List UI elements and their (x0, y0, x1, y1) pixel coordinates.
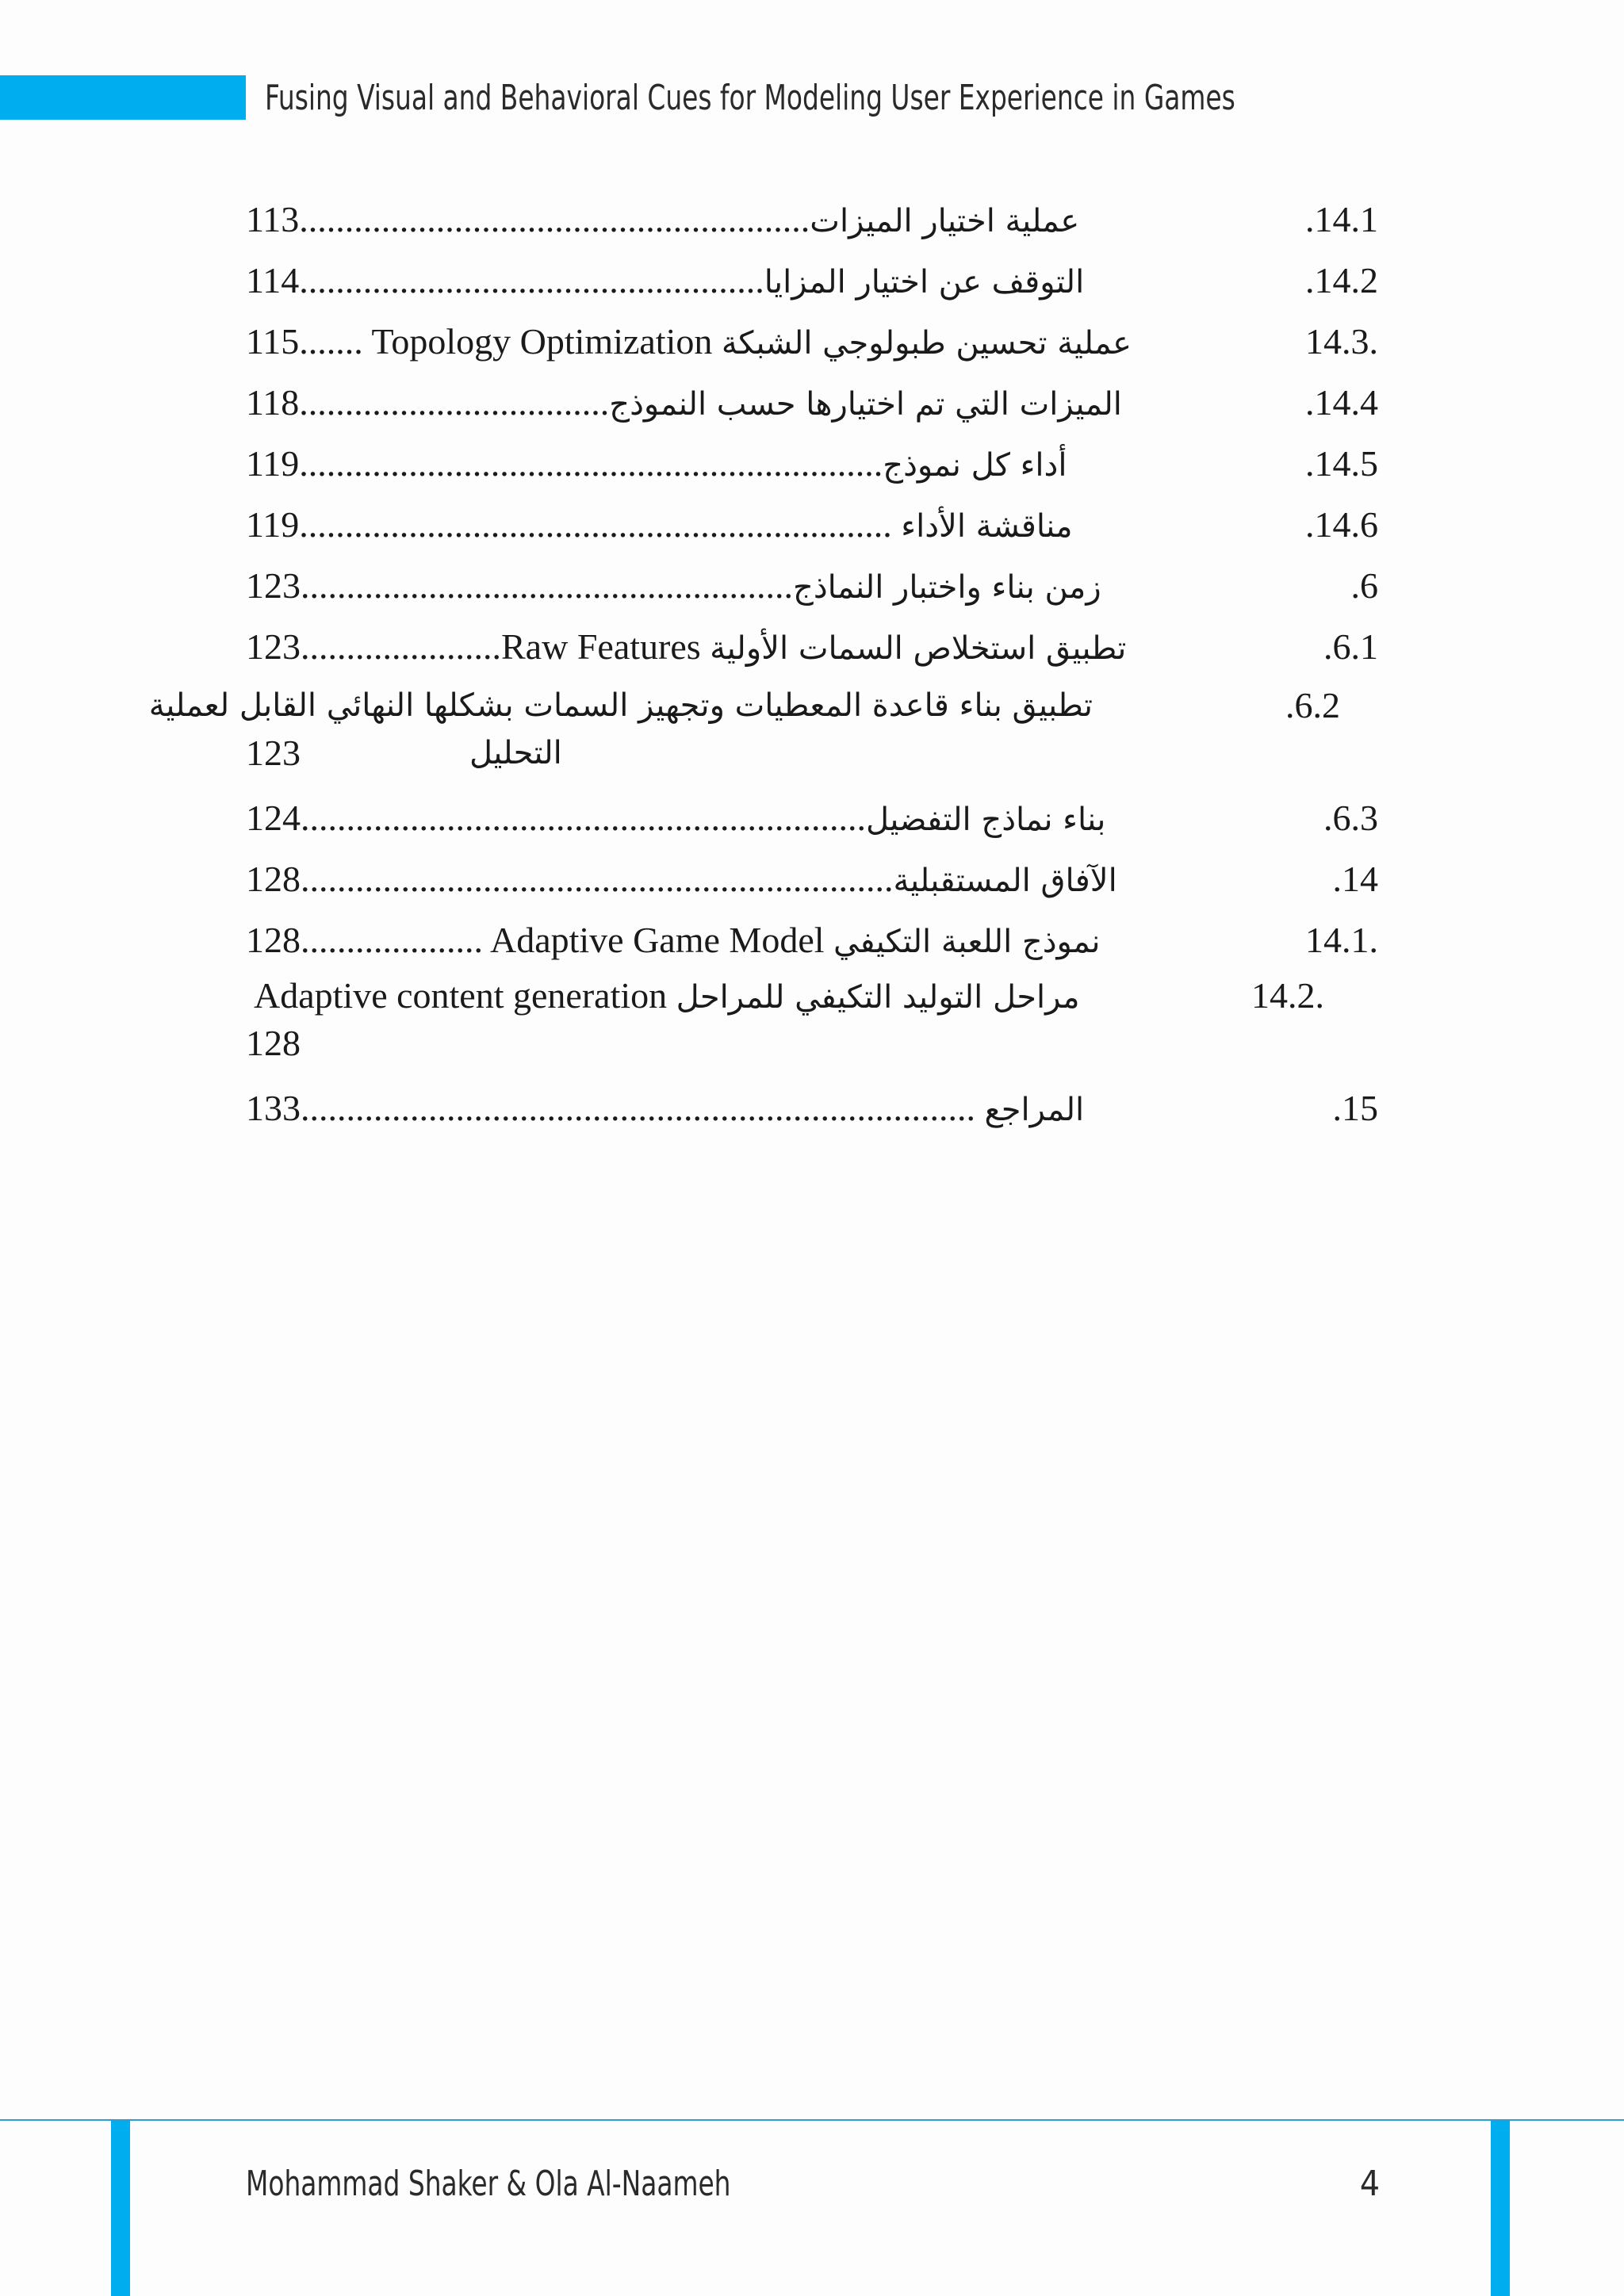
toc-page: 119 (246, 443, 300, 484)
toc-title-ar: أداء كل نموذج (883, 447, 1067, 484)
toc-leader: ................................................................ (299, 443, 883, 484)
footer-authors: Mohammad Shaker & Ola Al-Naameh (246, 2164, 731, 2204)
toc-title-en: Raw Features (501, 626, 701, 667)
toc-page: 115 (246, 321, 300, 362)
toc-entry-body (246, 311, 1132, 374)
toc-title-ar: بناء نماذج التفضيل (866, 802, 1106, 838)
toc-entry-body (246, 433, 1067, 496)
toc-page: 133 (246, 1088, 301, 1128)
toc-leader: .......................................................................... (301, 1088, 975, 1128)
toc-number: 14.3. (1305, 321, 1378, 362)
toc-page: 119 (246, 504, 300, 545)
toc-leader: .................... (301, 920, 483, 960)
toc-entry[interactable] (0, 972, 1624, 1067)
toc-title-ar: مراحل التوليد التكيفي للمراحل (676, 979, 1080, 1016)
toc-number: .6.3 (1323, 798, 1378, 838)
toc-page: 128 (246, 1023, 301, 1063)
toc-leader: ................................................... (299, 260, 764, 300)
toc-entry-body (246, 250, 1084, 313)
toc-number: .14.4 (1305, 382, 1378, 423)
toc-leader: .................................. (299, 382, 610, 423)
toc-title-ar: الآفاق المستقبلية (893, 863, 1117, 899)
toc-title-ar: تطبيق استخلاص السمات الأولية (710, 630, 1127, 667)
toc-leader: ................................................................. (301, 859, 894, 899)
toc-leader: ................................................................. (299, 504, 892, 545)
toc-number: .14.5 (1305, 443, 1378, 484)
toc-entry[interactable] (0, 189, 1624, 250)
toc-entry-body (254, 972, 1080, 1021)
footer-rule (0, 2119, 1624, 2121)
toc-entry-body (246, 909, 1100, 973)
toc-entry[interactable] (0, 494, 1624, 555)
toc-entry[interactable] (0, 555, 1624, 616)
toc-page: 113 (246, 199, 300, 239)
toc-title-ar: التوقف عن اختيار المزايا (764, 264, 1085, 300)
toc-page: 123 (246, 733, 301, 773)
toc-number: .14.2 (1305, 260, 1378, 300)
toc-title-ar: مناقشة الأداء (901, 508, 1073, 545)
toc-entry[interactable] (0, 787, 1624, 848)
toc-number: .15 (1332, 1088, 1378, 1128)
toc-number: .6.1 (1323, 626, 1378, 667)
toc-number: .6.2 (1285, 685, 1340, 725)
toc-leader: ...................................................... (301, 565, 793, 606)
toc-number: 14.1. (1305, 920, 1378, 960)
toc-page: 128 (246, 920, 301, 960)
header-accent-bar (0, 75, 246, 120)
toc-entry-body (246, 372, 1122, 435)
toc-number: .14.6 (1305, 504, 1378, 545)
toc-page: 118 (246, 382, 300, 423)
toc-title-ar: نموذج اللعبة التكيفي (833, 924, 1101, 960)
toc-title-ar: المراجع (984, 1092, 1085, 1128)
toc-page: 123 (246, 626, 301, 667)
toc-leader: ....... (299, 321, 363, 362)
toc-number: .14.1 (1305, 199, 1378, 239)
toc-entry-body (246, 616, 1126, 679)
toc-title-ar-2: التحليل (469, 735, 562, 771)
toc-entry[interactable] (0, 372, 1624, 433)
toc-title-en: Adaptive content generation (254, 975, 668, 1016)
toc-page: 124 (246, 798, 301, 838)
toc-number: .6 (1350, 565, 1378, 606)
running-header-title: Fusing Visual and Behavioral Cues for Modeling User Experience in Games (265, 78, 1235, 118)
toc-page: 123 (246, 565, 301, 606)
toc-entry[interactable] (0, 311, 1624, 372)
footer-accent-left (111, 2121, 130, 2296)
toc-leader: .............................................................. (301, 798, 866, 838)
footer-page-number: 4 (1359, 2164, 1380, 2204)
toc-page: 114 (246, 260, 300, 300)
toc-leader: ........................................................ (299, 199, 810, 239)
toc-leader: ...................... (301, 626, 501, 667)
toc-entry-body (246, 555, 1101, 618)
toc-entry[interactable] (0, 1077, 1624, 1138)
toc-entry[interactable] (0, 433, 1624, 494)
toc-page: 128 (246, 859, 301, 899)
footer-accent-right (1491, 2121, 1510, 2296)
toc-entry[interactable] (0, 909, 1624, 970)
toc-entry[interactable] (0, 848, 1624, 909)
toc-title-en: Topology Optimization (371, 321, 713, 362)
toc-entry-body (246, 1077, 1084, 1141)
toc-number: .14 (1332, 859, 1378, 899)
toc-entry[interactable] (0, 616, 1624, 677)
toc-title-ar: زمن بناء واختبار النماذج (793, 569, 1101, 606)
toc-title-ar: عملية تحسين طبولوجي الشبكة (721, 325, 1132, 362)
toc-title-ar: الميزات التي تم اختيارها حسب النموذج (609, 386, 1122, 423)
toc-title-ar: عملية اختيار الميزات (810, 203, 1080, 239)
toc-title-ar: تطبيق بناء قاعدة المعطيات وتجهيز السمات بشكلها النهائي القابل لعملية (148, 687, 1093, 724)
toc-entry[interactable] (0, 250, 1624, 311)
toc-title-en: Adaptive Game Model (489, 920, 825, 960)
toc-entry-body (246, 787, 1105, 851)
toc-entry-body (246, 848, 1117, 912)
toc-entry-body (246, 494, 1073, 557)
toc-number: 14.2. (1251, 975, 1324, 1016)
toc-entry-body (246, 189, 1079, 252)
toc-entry[interactable] (0, 682, 1624, 777)
